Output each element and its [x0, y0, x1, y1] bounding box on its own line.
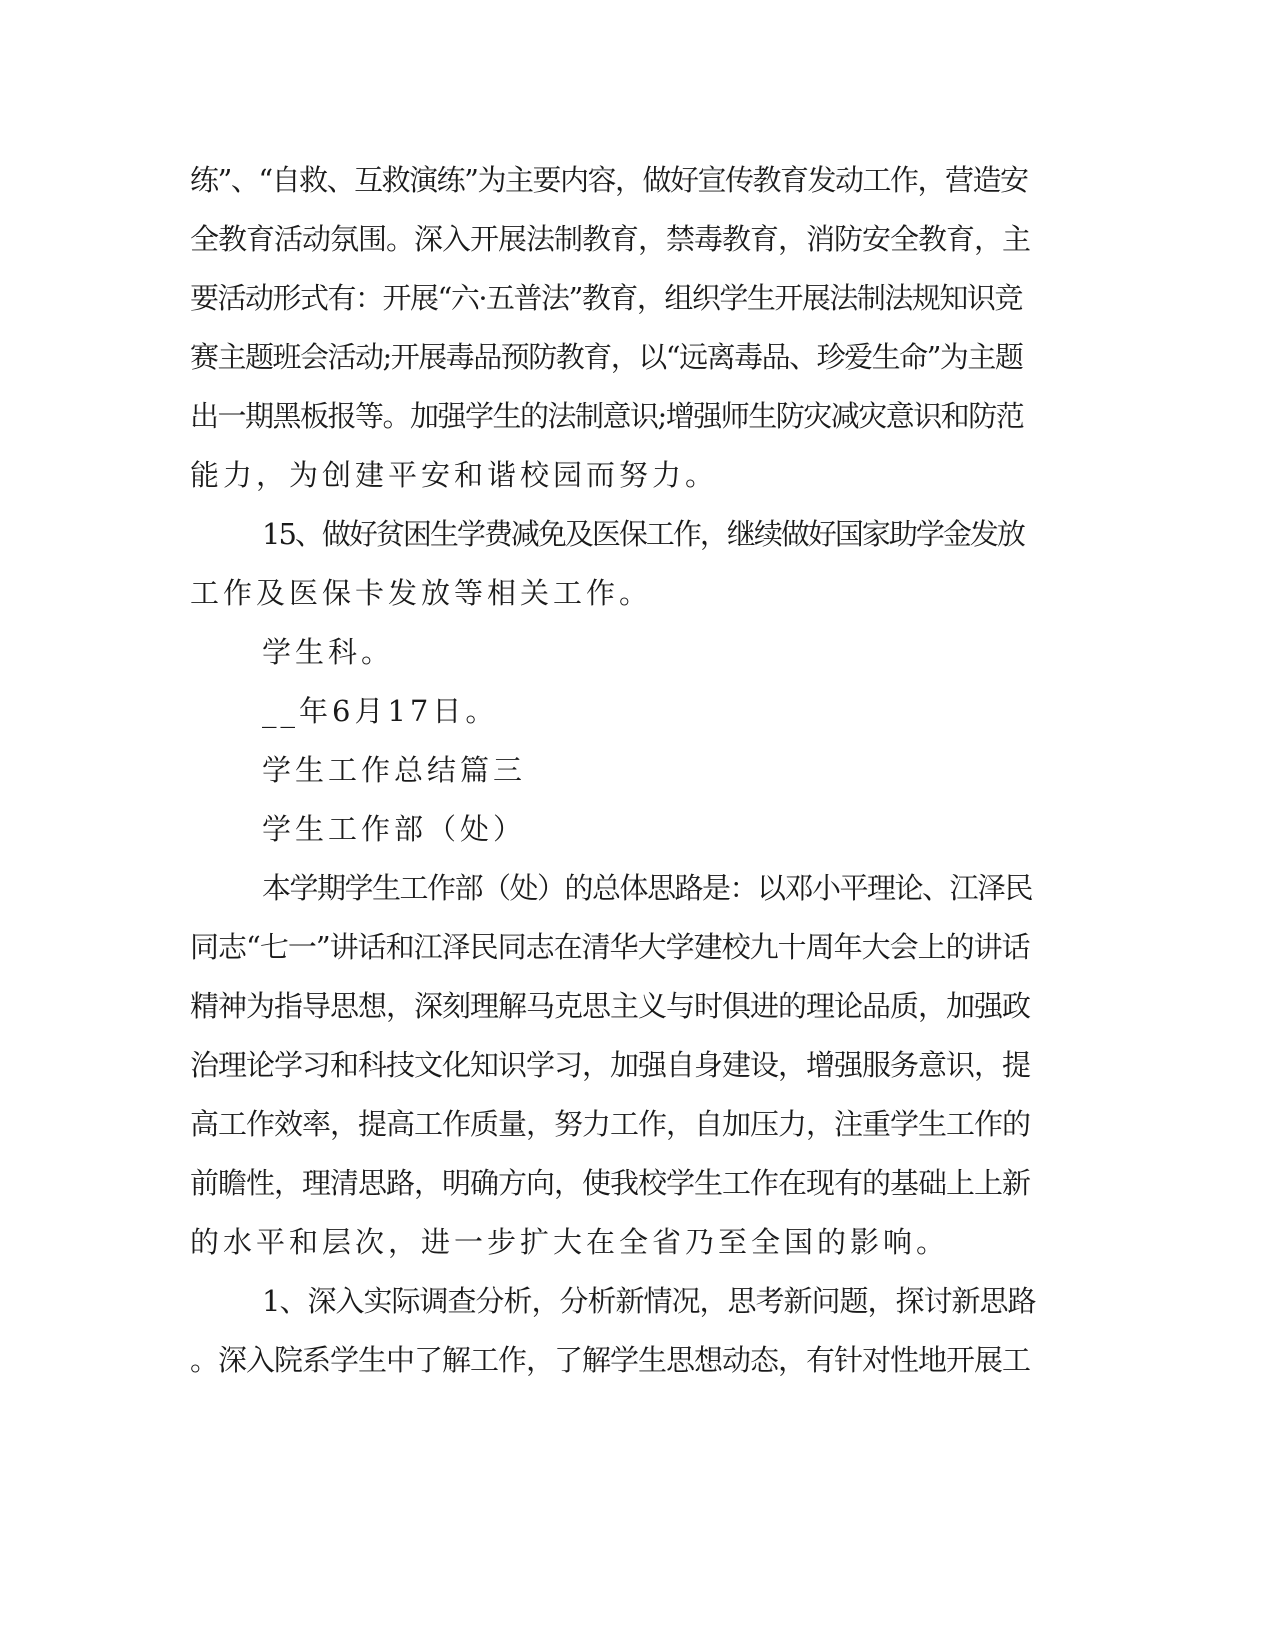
paragraph-first-line: 1、深入实际调查分析，分析新情况，思考新问题，探讨新思路 — [262, 1284, 1036, 1318]
text-line: 全教育活动氛围。深入开展法制教育，禁毒教育，消防安全教育，主 — [190, 222, 1031, 256]
text-line: 出一期黑板报等。加强学生的法制意识;增强师生防灾减灾意识和防范 — [190, 399, 1024, 433]
section-title: 学生工作总结篇三 — [262, 753, 527, 787]
signature-department: 学生科。 — [262, 635, 395, 669]
text-line: 练”、“自救、互救演练”为主要内容，做好宣传教育发动工作，营造安 — [190, 163, 1028, 197]
text-line: 前瞻性，理清思路，明确方向，使我校学生工作在现有的基础上上新 — [190, 1166, 1031, 1200]
text-line: 能力，为创建平安和谐校园而努力。 — [190, 458, 719, 492]
text-line: 的水平和层次，进一步扩大在全省乃至全国的影响。 — [190, 1225, 950, 1259]
text-line: 。深入院系学生中了解工作，了解学生思想动态，有针对性地开展工 — [190, 1343, 1031, 1377]
section-subtitle: 学生工作部（处） — [262, 812, 527, 846]
text-line: 赛主题班会活动;开展毒品预防教育，以“远离毒品、珍爱生命”为主题 — [190, 340, 1023, 374]
paragraph-first-line: 15、做好贫困生学费减免及医保工作，继续做好国家助学金发放 — [262, 517, 1024, 551]
text-line: 工作及医保卡发放等相关工作。 — [190, 576, 653, 610]
text-line: 要活动形式有：开展“六·五普法”教育，组织学生开展法制法规知识竞 — [190, 281, 1022, 315]
signature-date: __年6月17日。 — [262, 694, 499, 728]
text-line: 高工作效率，提高工作质量，努力工作，自加压力，注重学生工作的 — [190, 1107, 1031, 1141]
text-line: 治理论学习和科技文化知识学习，加强自身建设，增强服务意识，提 — [190, 1048, 1031, 1082]
text-line: 精神为指导思想，深刻理解马克思主义与时俱进的理论品质，加强政 — [190, 989, 1031, 1023]
text-line: 同志“七一”讲话和江泽民同志在清华大学建校九十周年大会上的讲话 — [190, 930, 1030, 964]
paragraph-first-line: 本学期学生工作部（处）的总体思路是：以邓小平理论、江泽民 — [262, 871, 1033, 905]
